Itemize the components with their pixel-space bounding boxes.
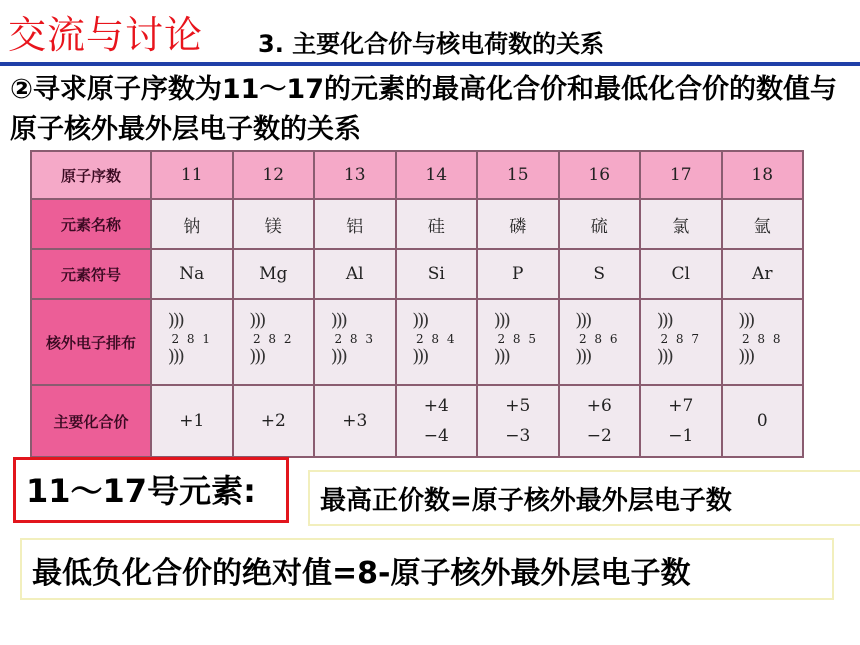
shell-diagram bbox=[488, 308, 548, 372]
cell-valence bbox=[233, 385, 315, 457]
cell-symbol: P bbox=[477, 249, 559, 299]
cell-name: 氩 bbox=[722, 199, 804, 249]
cell-electron-config bbox=[151, 299, 233, 385]
element-table bbox=[30, 150, 804, 458]
cell-number: 11 bbox=[151, 151, 233, 199]
valence-high: +2 bbox=[260, 411, 286, 431]
cell-electron-config bbox=[559, 299, 641, 385]
shell-counts: 2 8 1 bbox=[171, 331, 213, 346]
shell-counts: 2 8 4 bbox=[415, 331, 457, 346]
row-label-electron-config: 核外电子排布 bbox=[31, 299, 151, 385]
row-valence bbox=[31, 385, 803, 457]
cell-number: 13 bbox=[314, 151, 396, 199]
cell-name: 钠 bbox=[151, 199, 233, 249]
cell-valence bbox=[559, 385, 641, 457]
cell-name: 硫 bbox=[559, 199, 641, 249]
rule-low-text: 最低负化合价的绝对值=8-原子核外最外层电子数 bbox=[32, 556, 691, 591]
cell-name: 硅 bbox=[396, 199, 478, 249]
shell-arcs-bottom: ))) bbox=[330, 345, 346, 367]
shell-diagram bbox=[569, 308, 629, 372]
rule-high-box bbox=[308, 470, 860, 526]
valence-high: +3 bbox=[342, 411, 368, 431]
valence-high: +4 bbox=[423, 396, 449, 416]
cell-electron-config bbox=[477, 299, 559, 385]
shell-counts: 2 8 5 bbox=[497, 331, 539, 346]
rule-high-text: 最高正价数=原子核外最外层电子数 bbox=[320, 486, 732, 516]
shell-arcs-bottom: ))) bbox=[167, 345, 183, 367]
shell-diagram bbox=[325, 308, 385, 372]
valence-low: −1 bbox=[668, 426, 694, 446]
row-element-symbol bbox=[31, 249, 803, 299]
row-atomic-number bbox=[31, 151, 803, 199]
question-text: ②寻求原子序数为11～17的元素的最高化合价和最低化合价的数值与原子核外最外层电子数的关系 bbox=[10, 74, 838, 145]
cell-symbol: Na bbox=[151, 249, 233, 299]
cell-number: 12 bbox=[233, 151, 315, 199]
cell-electron-config bbox=[722, 299, 804, 385]
shell-counts: 2 8 3 bbox=[334, 331, 376, 346]
cell-valence bbox=[314, 385, 396, 457]
cell-symbol: S bbox=[559, 249, 641, 299]
row-element-name bbox=[31, 199, 803, 249]
shell-counts: 2 8 6 bbox=[578, 331, 620, 346]
shell-arcs-bottom: ))) bbox=[656, 345, 672, 367]
cell-symbol: Cl bbox=[640, 249, 722, 299]
shell-diagram bbox=[651, 308, 711, 372]
shell-arcs-bottom: ))) bbox=[738, 345, 754, 367]
shell-arcs-top: ))) bbox=[412, 309, 428, 331]
cell-valence bbox=[640, 385, 722, 457]
row-electron-config bbox=[31, 299, 803, 385]
cell-number: 16 bbox=[559, 151, 641, 199]
cell-number: 14 bbox=[396, 151, 478, 199]
header-divider bbox=[0, 62, 860, 66]
shell-arcs-top: ))) bbox=[656, 309, 672, 331]
valence-high: +7 bbox=[668, 396, 694, 416]
row-label-element-name: 元素名称 bbox=[31, 199, 151, 249]
shell-arcs-top: ))) bbox=[249, 309, 265, 331]
cell-name: 氯 bbox=[640, 199, 722, 249]
cell-electron-config bbox=[640, 299, 722, 385]
shell-arcs-top: ))) bbox=[493, 309, 509, 331]
cell-electron-config bbox=[314, 299, 396, 385]
shell-arcs-bottom: ))) bbox=[412, 345, 428, 367]
cell-number: 15 bbox=[477, 151, 559, 199]
shell-diagram bbox=[162, 308, 222, 372]
cell-number: 18 bbox=[722, 151, 804, 199]
shell-diagram bbox=[406, 308, 466, 372]
cell-symbol: Ar bbox=[722, 249, 804, 299]
shell-diagram bbox=[243, 308, 303, 372]
header-title: 交流与讨论 bbox=[8, 13, 204, 57]
element-table-image bbox=[30, 150, 804, 456]
shell-arcs-top: ))) bbox=[575, 309, 591, 331]
cell-name: 铝 bbox=[314, 199, 396, 249]
valence-low: −2 bbox=[586, 426, 612, 446]
valence-high: +1 bbox=[179, 411, 205, 431]
cell-electron-config bbox=[233, 299, 315, 385]
shell-counts: 2 8 2 bbox=[252, 331, 294, 346]
cell-symbol: Mg bbox=[233, 249, 315, 299]
cell-symbol: Si bbox=[396, 249, 478, 299]
shell-counts: 2 8 7 bbox=[660, 331, 702, 346]
cell-symbol: Al bbox=[314, 249, 396, 299]
cell-valence bbox=[722, 385, 804, 457]
shell-arcs-top: ))) bbox=[167, 309, 183, 331]
elements-label-box bbox=[13, 457, 289, 523]
valence-high: 0 bbox=[756, 411, 768, 431]
valence-low: −4 bbox=[423, 426, 449, 446]
cell-valence bbox=[396, 385, 478, 457]
shell-arcs-bottom: ))) bbox=[575, 345, 591, 367]
elements-label-text: 11～17号元素: bbox=[26, 472, 256, 510]
shell-arcs-bottom: ))) bbox=[249, 345, 265, 367]
shell-arcs-top: ))) bbox=[330, 309, 346, 331]
row-label-atomic-number: 原子序数 bbox=[31, 151, 151, 199]
header-subtitle: 3. 主要化合价与核电荷数的关系 bbox=[258, 30, 605, 58]
cell-number: 17 bbox=[640, 151, 722, 199]
cell-electron-config bbox=[396, 299, 478, 385]
cell-name: 磷 bbox=[477, 199, 559, 249]
valence-high: +6 bbox=[586, 396, 612, 416]
shell-arcs-bottom: ))) bbox=[493, 345, 509, 367]
cell-valence bbox=[151, 385, 233, 457]
rule-low-box bbox=[20, 538, 834, 600]
cell-valence bbox=[477, 385, 559, 457]
shell-arcs-top: ))) bbox=[738, 309, 754, 331]
row-label-valence: 主要化合价 bbox=[31, 385, 151, 457]
shell-counts: 2 8 8 bbox=[741, 331, 783, 346]
row-label-element-symbol: 元素符号 bbox=[31, 249, 151, 299]
cell-name: 镁 bbox=[233, 199, 315, 249]
valence-low: −3 bbox=[505, 426, 531, 446]
shell-diagram bbox=[732, 308, 792, 372]
valence-high: +5 bbox=[505, 396, 531, 416]
